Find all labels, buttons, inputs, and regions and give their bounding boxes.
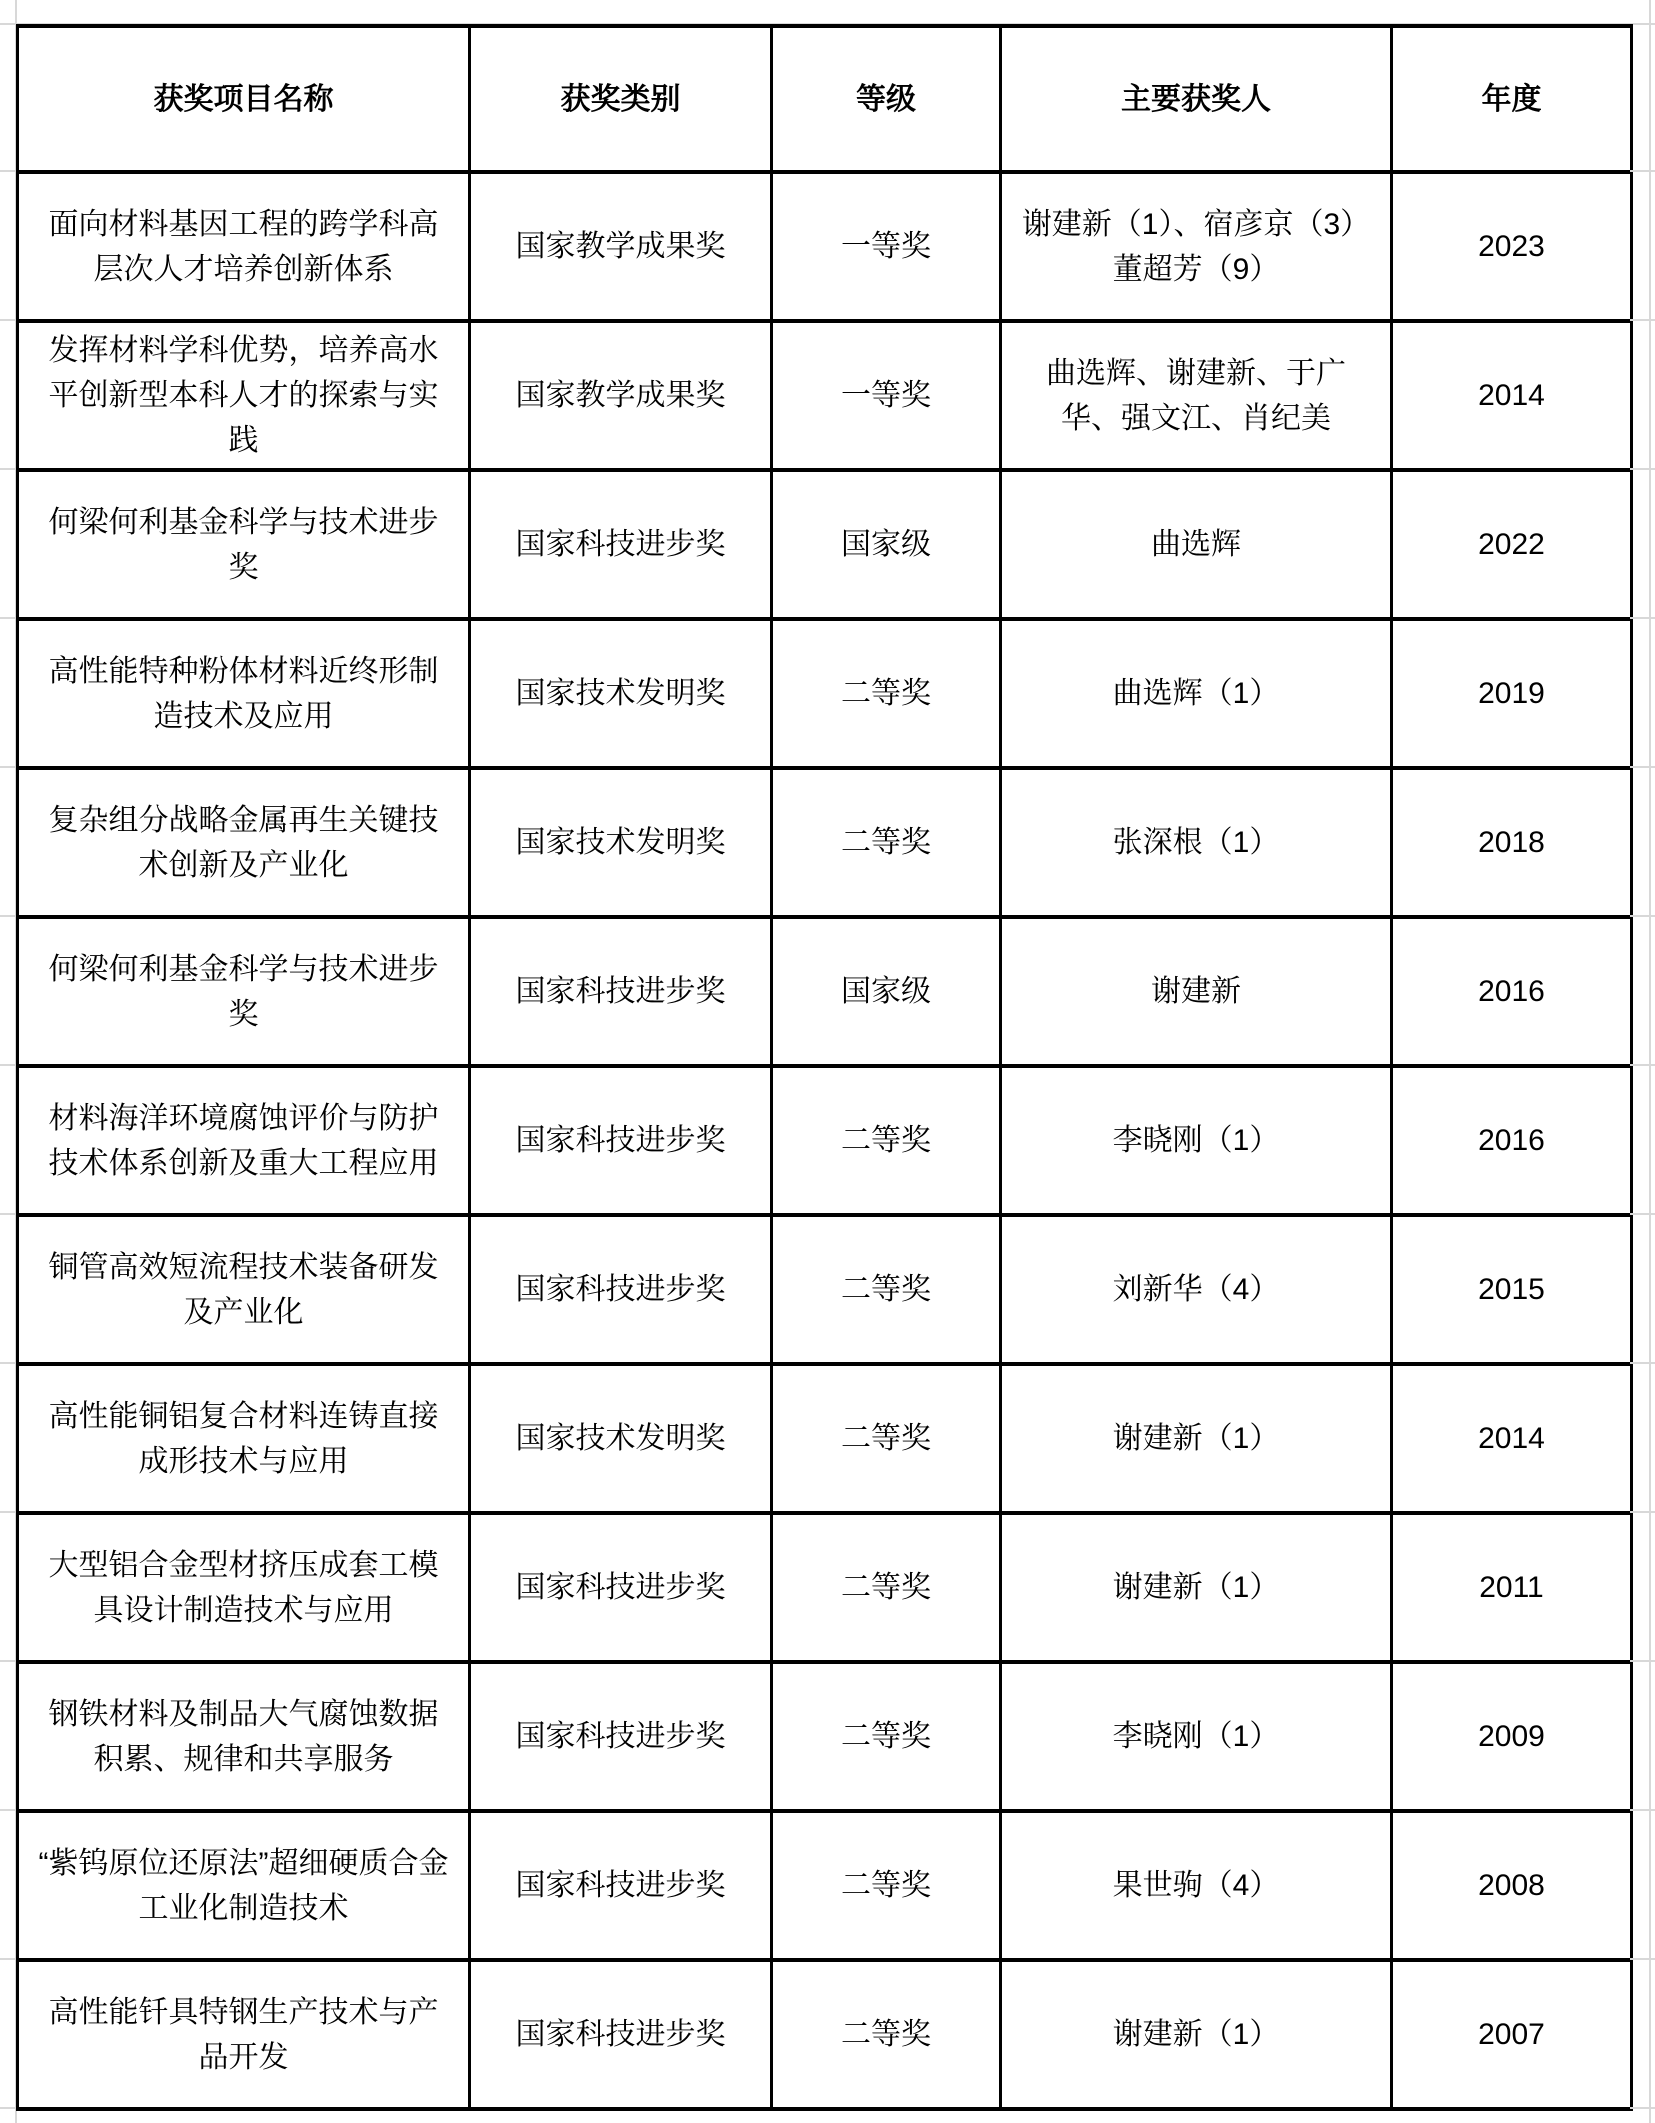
gridline-stub	[1630, 1064, 1655, 1066]
cell-year: 2011	[1392, 1513, 1632, 1662]
table-row	[18, 768, 1632, 917]
gridline-stub	[1630, 1958, 1655, 1960]
cell-category: 国家技术发明奖	[470, 1364, 772, 1513]
gridline-stub	[0, 1362, 16, 1364]
table-row	[18, 1513, 1632, 1662]
cell-category: 国家科技进步奖	[470, 1215, 772, 1364]
cell-year: 2018	[1392, 768, 1632, 917]
gridline-stub	[0, 2107, 16, 2109]
cell-recipients: 谢建新（1）	[1001, 1513, 1392, 1662]
cell-year: 2007	[1392, 1960, 1632, 2109]
header-row	[18, 26, 1632, 172]
cell-year: 2019	[1392, 619, 1632, 768]
table-body	[18, 172, 1632, 2109]
cell-category: 国家科技进步奖	[470, 1513, 772, 1662]
gridline-stub	[1630, 319, 1655, 321]
gridline-stub	[0, 617, 16, 619]
cell-project: “紫钨原位还原法”超细硬质合金工业化制造技术	[18, 1811, 470, 1960]
cell-recipients: 刘新华（4）	[1001, 1215, 1392, 1364]
gridline-stub	[1630, 766, 1655, 768]
cell-year: 2014	[1392, 1364, 1632, 1513]
gridline-stub	[0, 170, 16, 172]
gridline-stub	[1630, 1213, 1655, 1215]
gridline-stub	[1630, 468, 1655, 470]
cell-recipients: 谢建新（1）	[1001, 1960, 1392, 2109]
column-header-grade: 等级	[772, 26, 1001, 172]
cell-recipients: 谢建新	[1001, 917, 1392, 1066]
cell-recipients: 李晓刚（1）	[1001, 1066, 1392, 1215]
gridline-stub	[0, 1213, 16, 1215]
cell-project: 何梁何利基金科学与技术进步奖	[18, 470, 470, 619]
table-row	[18, 917, 1632, 1066]
cell-recipients: 曲选辉	[1001, 470, 1392, 619]
table-row	[18, 1662, 1632, 1811]
cell-recipients: 谢建新（1）、宿彦京（3）董超芳（9）	[1001, 172, 1392, 321]
cell-recipients: 谢建新（1）	[1001, 1364, 1392, 1513]
cell-category: 国家科技进步奖	[470, 1960, 772, 2109]
gridline-stub	[1630, 1809, 1655, 1811]
table-row	[18, 1364, 1632, 1513]
cell-year: 2023	[1392, 172, 1632, 321]
cell-project: 发挥材料学科优势，培养高水平创新型本科人才的探索与实践	[18, 321, 470, 470]
gridline-stub	[0, 1809, 16, 1811]
cell-year: 2022	[1392, 470, 1632, 619]
table-row	[18, 321, 1632, 470]
cell-project: 大型铝合金型材挤压成套工模具设计制造技术与应用	[18, 1513, 470, 1662]
gridline-stub	[0, 1064, 16, 1066]
cell-year: 2015	[1392, 1215, 1632, 1364]
gridline-stub	[1630, 915, 1655, 917]
cell-recipients: 曲选辉（1）	[1001, 619, 1392, 768]
gridline-stub	[1630, 1660, 1655, 1662]
cell-grade: 一等奖	[772, 321, 1001, 470]
cell-grade: 二等奖	[772, 619, 1001, 768]
cell-project: 钢铁材料及制品大气腐蚀数据积累、规律和共享服务	[18, 1662, 470, 1811]
cell-category: 国家科技进步奖	[470, 1811, 772, 1960]
table-row	[18, 470, 1632, 619]
cell-recipients: 李晓刚（1）	[1001, 1662, 1392, 1811]
column-header-recipients: 主要获奖人	[1001, 26, 1392, 172]
cell-grade: 国家级	[772, 470, 1001, 619]
cell-project: 复杂组分战略金属再生关键技术创新及产业化	[18, 768, 470, 917]
table-row	[18, 1066, 1632, 1215]
cell-year: 2009	[1392, 1662, 1632, 1811]
cell-grade: 二等奖	[772, 1662, 1001, 1811]
table-row	[18, 1215, 1632, 1364]
cell-grade: 二等奖	[772, 1811, 1001, 1960]
cell-grade: 国家级	[772, 917, 1001, 1066]
cell-year: 2016	[1392, 917, 1632, 1066]
column-header-project: 获奖项目名称	[18, 26, 470, 172]
gridline-stub	[0, 319, 16, 321]
gridline-stub	[1630, 617, 1655, 619]
cell-category: 国家教学成果奖	[470, 321, 772, 470]
cell-grade: 二等奖	[772, 1960, 1001, 2109]
cell-recipients: 果世驹（4）	[1001, 1811, 1392, 1960]
gridline-stub	[0, 1660, 16, 1662]
table-row	[18, 1811, 1632, 1960]
cell-project: 何梁何利基金科学与技术进步奖	[18, 917, 470, 1066]
cell-year: 2014	[1392, 321, 1632, 470]
cell-category: 国家科技进步奖	[470, 470, 772, 619]
column-header-category: 获奖类别	[470, 26, 772, 172]
gridline-stub	[0, 1958, 16, 1960]
cell-recipients: 曲选辉、谢建新、于广华、强文江、肖纪美	[1001, 321, 1392, 470]
cell-year: 2016	[1392, 1066, 1632, 1215]
cell-grade: 二等奖	[772, 1066, 1001, 1215]
gridline-stub	[0, 915, 16, 917]
cell-category: 国家科技进步奖	[470, 1662, 772, 1811]
cell-grade: 一等奖	[772, 172, 1001, 321]
table-row	[18, 1960, 1632, 2109]
cell-category: 国家技术发明奖	[470, 619, 772, 768]
gridline-stub	[1630, 2107, 1655, 2109]
cell-category: 国家科技进步奖	[470, 1066, 772, 1215]
cell-year: 2008	[1392, 1811, 1632, 1960]
gridline-stub	[0, 468, 16, 470]
cell-grade: 二等奖	[772, 1513, 1001, 1662]
cell-project: 铜管高效短流程技术装备研发及产业化	[18, 1215, 470, 1364]
cell-project: 材料海洋环境腐蚀评价与防护技术体系创新及重大工程应用	[18, 1066, 470, 1215]
cell-grade: 二等奖	[772, 1215, 1001, 1364]
cell-project: 高性能钎具特钢生产技术与产品开发	[18, 1960, 470, 2109]
cell-category: 国家教学成果奖	[470, 172, 772, 321]
gridline-stub	[1630, 1511, 1655, 1513]
gridline-stub	[0, 1511, 16, 1513]
cell-project: 高性能铜铝复合材料连铸直接成形技术与应用	[18, 1364, 470, 1513]
column-header-year: 年度	[1392, 26, 1632, 172]
gridline-stub	[0, 766, 16, 768]
cell-project: 面向材料基因工程的跨学科高层次人才培养创新体系	[18, 172, 470, 321]
cell-category: 国家科技进步奖	[470, 917, 772, 1066]
cell-category: 国家技术发明奖	[470, 768, 772, 917]
cell-project: 高性能特种粉体材料近终形制造技术及应用	[18, 619, 470, 768]
gridline-stub	[1630, 170, 1655, 172]
cell-grade: 二等奖	[772, 768, 1001, 917]
gridline-stub	[1630, 1362, 1655, 1364]
cell-grade: 二等奖	[772, 1364, 1001, 1513]
table-row	[18, 619, 1632, 768]
awards-table	[16, 24, 1633, 2111]
cell-recipients: 张深根（1）	[1001, 768, 1392, 917]
table-row	[18, 172, 1632, 321]
